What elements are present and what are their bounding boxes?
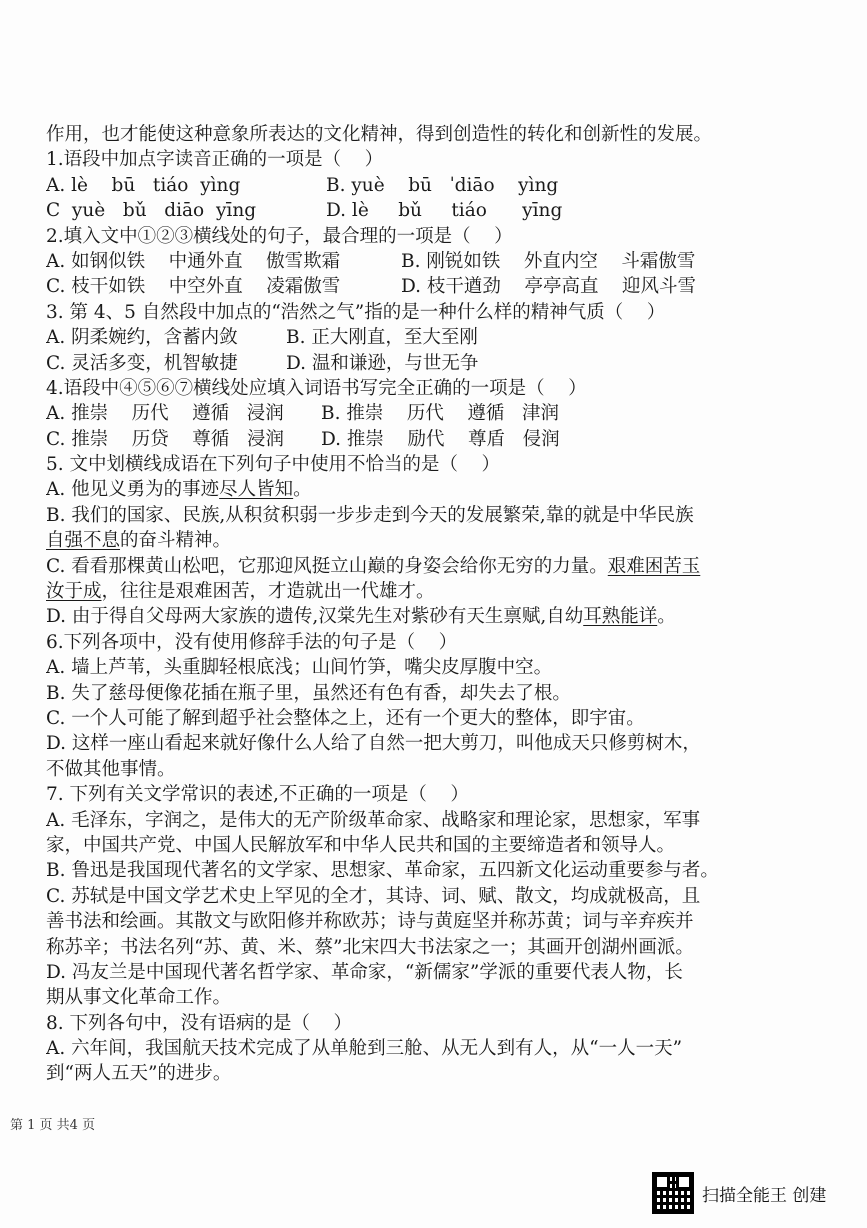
q4-options-cd <box>46 427 836 452</box>
q5-stem: 5. 文中划横线成语在下列句子中使用不恰当的是（ ） <box>46 454 501 476</box>
q5-option-d: D. 由于得自父母两大家族的遗传,汉棠先生对紫砂有天生禀赋,自幼耳熟能详。 <box>46 606 676 628</box>
q6-option-b: B. 失了慈母便像花插在瓶子里，虽然还有色有香，却失去了根。 <box>46 682 571 704</box>
intro-line: 作用，也才能使这种意象所表达的文化精神，得到创造性的转化和创新性的发展。 <box>46 124 713 145</box>
q2-option-b: B. 刚锐如铁 外直内空 斗霜傲雪 <box>401 250 696 272</box>
q7-option-a-line1: A. 毛泽东，字润之，是伟大的无产阶级革命家、战略家和理论家，思想家，军事 <box>46 809 701 831</box>
q4-option-c: C. 推崇 历贷 尊循 浸润 <box>46 428 284 450</box>
q4-option-a: A. 推崇 历代 遵循 浸润 <box>46 403 284 425</box>
q5-idiom-b: 自强不息 <box>46 530 121 552</box>
q5-option-b-line2: 自强不息的奋斗精神。 <box>46 530 232 552</box>
q5-idiom-a: 尽人皆知 <box>219 479 294 501</box>
q2-option-d: D. 枝干遒劲 亭亭高直 迎风斗雪 <box>401 276 696 298</box>
q8-option-a-line2: 到“两人五天”的进步。 <box>46 1063 232 1085</box>
scanner-watermark <box>652 1172 826 1214</box>
q2-options-cd <box>46 274 836 299</box>
q3-option-c: C. 灵活多变，机智敏捷 <box>46 352 238 374</box>
q7-option-c-line2: 善书法和绘画。其散文与欧阳修并称欧苏；诗与黄庭坚并称苏黄；词与辛弃疾并 <box>46 911 694 933</box>
q7-option-c-line1: C. 苏轼是中国文学艺术史上罕见的全才，其诗、词、赋、散文，均成就极高，且 <box>46 885 701 907</box>
q3-option-a: A. 阴柔婉约，含蓄内敛 <box>46 327 238 349</box>
q8-option-a-line1: A. 六年间，我国航天技术完成了从单舱到三舱、从无人到有人，从“一人一天” <box>46 1038 683 1060</box>
q1-options-cd <box>46 198 836 223</box>
q1-option-a: A. lè bū tiáo yìng <box>46 174 241 196</box>
q2-stem: 2.填入文中①②③横线处的句子，最合理的一项是（ ） <box>46 225 513 247</box>
q5-idiom-c-part2: 汝于成 <box>46 581 102 603</box>
q3-options-ab <box>46 325 836 350</box>
q4-stem: 4.语段中④⑤⑥⑦横线处应填入词语书写完全正确的一项是（ ） <box>46 377 587 399</box>
q6-stem: 6.下列各项中，没有使用修辞手法的句子是（ ） <box>46 631 458 653</box>
q5-option-c-line1: C. 看看那棵黄山松吧，它那迎风挺立山巅的身姿会给你无穷的力量。艰难困苦玉 <box>46 555 701 577</box>
exam-content <box>46 122 836 1087</box>
q3-options-cd <box>46 351 836 376</box>
q1-options-ab <box>46 173 836 198</box>
q1-option-b: B. yuè bū ˈdiāo yìng <box>326 174 559 196</box>
q2-option-a: A. 如钢似铁 中通外直 傲雪欺霜 <box>46 250 341 272</box>
page-footer: 第 1 页 共4 页 <box>10 1118 96 1133</box>
q8-stem: 8. 下列各句中，没有语病的是（ ） <box>46 1012 353 1034</box>
q7-option-d-line2: 期从事文化革命工作。 <box>46 987 232 1009</box>
qr-code-icon <box>652 1172 694 1214</box>
q6-option-c: C. 一个人可能了解到超乎社会整体之上，还有一个更大的整体，即宇宙。 <box>46 707 645 729</box>
q7-stem: 7. 下列有关文学常识的表述,不正确的一项是（ ） <box>46 784 469 806</box>
q7-option-d-line1: D. 冯友兰是中国现代著名哲学家、革命家，“新儒家”学派的重要代表人物，长 <box>46 961 683 983</box>
q7-option-c-line3: 称苏辛；书法名列“苏、黄、米、蔡”北宋四大书法家之一；其画开创湖州画派。 <box>46 936 694 958</box>
q6-option-d-line2: 不做其他事情。 <box>46 758 176 780</box>
q4-option-b: B. 推崇 历代 遵循 津润 <box>321 403 560 425</box>
q3-option-d: D. 温和谦逊，与世无争 <box>286 352 479 374</box>
q2-option-c: C. 枝干如铁 中空外直 凌霜傲雪 <box>46 276 341 298</box>
q5-option-c-line2: 汝于成，往往是艰难困苦，才造就出一代雄才。 <box>46 581 435 603</box>
q5-option-b-line1: B. 我们的国家、民族,从积贫积弱一步步走到今天的发展繁荣,靠的就是中华民族 <box>46 504 694 526</box>
q6-option-d-line1: D. 这样一座山看起来就好像什么人给了自然一把大剪刀，叫他成天只修剪树木， <box>46 733 701 755</box>
q1-option-d: D. lè bǔ tiáo yīng <box>326 200 563 222</box>
q3-stem: 3. 第 4、5 自然段中加点的“浩然之气”指的是一种什么样的精神气质（ ） <box>46 301 666 323</box>
q5-idiom-d: 耳熟能详 <box>583 606 658 628</box>
q4-option-d: D. 推崇 励代 尊盾 侵润 <box>321 428 560 450</box>
q7-option-a-line2: 家，中国共产党、中国人民解放军和中华人民共和国的主要缔造者和领导人。 <box>46 834 676 856</box>
q4-options-ab <box>46 401 836 426</box>
q2-options-ab <box>46 249 836 274</box>
q1-option-c: C yuè bǔ diāo yīng <box>46 200 257 222</box>
q1-stem: 1.语段中加点字读音正确的一项是（ ） <box>46 149 384 171</box>
q6-option-a: A. 墙上芦苇，头重脚轻根底浅；山间竹笋，嘴尖皮厚腹中空。 <box>46 657 553 679</box>
q3-option-b: B. 正大刚直，至大至刚 <box>286 327 478 349</box>
q7-option-b: B. 鲁迅是我国现代著名的文学家、思想家、革命家，五四新文化运动重要参与者。 <box>46 860 719 882</box>
q5-idiom-c-part1: 艰难困苦玉 <box>607 555 701 577</box>
scanner-label: 扫描全能王 创建 <box>702 1185 827 1206</box>
q5-option-a: A. 他见义勇为的事迹尽人皆知。 <box>46 479 312 501</box>
